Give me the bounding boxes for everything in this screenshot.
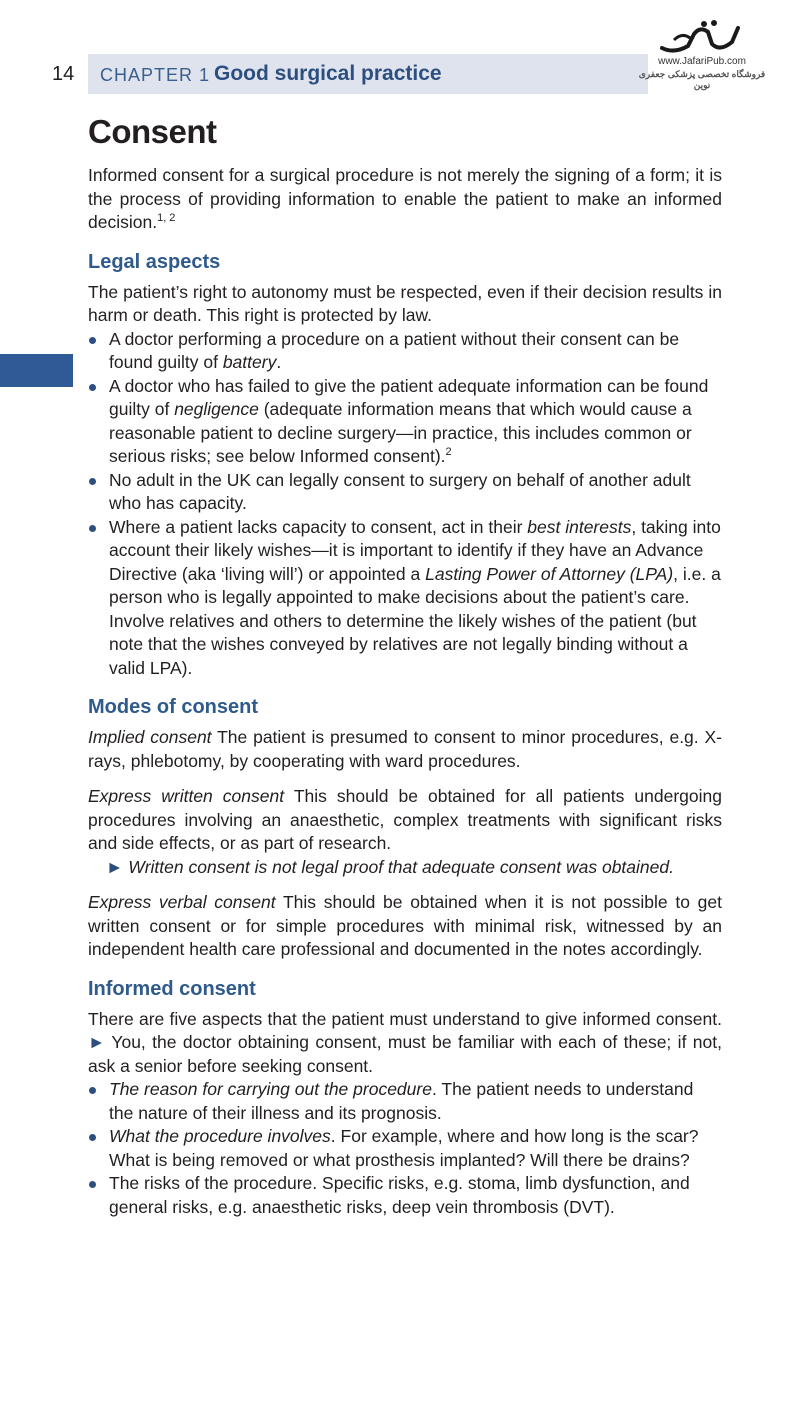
list-item-emphasis: battery: [222, 352, 277, 372]
pointer-arrow-icon: ►: [106, 856, 124, 877]
intro-paragraph: [88, 164, 722, 235]
modes-of-consent-heading: Modes of consent: [88, 696, 259, 718]
written-consent-paragraph: [88, 785, 722, 856]
list-item: [88, 1078, 722, 1125]
pointer-arrow-icon: ►: [88, 1032, 106, 1052]
legal-aspects-heading: Legal aspects: [88, 250, 221, 273]
intro-reference: 1, 2: [157, 212, 176, 225]
list-item-text: , i.e. a person who is legally appointed to make decisions about the patient’s care. Involve relatives and others to determine the likely wishes of the patient (but note that the wishes conveyed by relatives are not legally binding without a valid LPA).: [109, 563, 721, 678]
informed-consent-text-start: There are five aspects that the patient must understand to give informed consent.: [88, 1008, 722, 1029]
list-item: [88, 1125, 722, 1172]
informed-consent-text: [88, 1008, 722, 1079]
written-consent-note: [88, 856, 722, 880]
list-item-text: Where a patient lacks capacity to consent, act in their: [109, 516, 528, 537]
logo-tagline: فروشگاه تخصصی پزشکی جعفری نوین: [638, 69, 766, 90]
list-item-text: . For example, where and how long is the scar? What is being removed or what prosthesis implanted? Will there be drains?: [109, 1126, 699, 1170]
page-content: [88, 112, 722, 1219]
verbal-consent-term: Express verbal consent: [88, 892, 276, 912]
informed-consent-text-end: You, the doctor obtaining consent, must be familiar with each of these; if not, ask a senior before seeking consent.: [88, 1032, 722, 1076]
chapter-side-tab: [0, 354, 73, 387]
informed-consent-heading: Informed consent: [88, 977, 256, 1000]
legal-aspects-list: [88, 328, 722, 681]
implied-consent-term: Implied consent: [88, 727, 212, 747]
legal-aspects-text: The patient’s right to autonomy must be respected, even if their decision results in harm or death. This right is protected by law.: [88, 281, 722, 325]
list-item-emphasis: What the procedure involves: [109, 1126, 331, 1146]
list-item: [88, 328, 722, 375]
implied-consent-paragraph: [88, 726, 722, 773]
list-item: [88, 516, 722, 681]
list-item-emphasis: best interests: [527, 516, 632, 537]
list-item-text: A doctor who has failed to give the patient adequate information can be found guilty of: [109, 375, 709, 419]
verbal-consent-paragraph: [88, 891, 722, 962]
publisher-logo: [636, 18, 768, 98]
list-item-emphasis: The reason for carrying out the procedure: [109, 1079, 432, 1099]
written-consent-text: This should be obtained for all patients undergoing procedures involving an anaesthetic, complex treatments with significant risks and side effects, or as part of research.: [88, 786, 723, 853]
reference-number: 2: [445, 446, 452, 459]
list-item-text: A doctor performing a procedure on a patient without their consent can be found guilty of: [109, 328, 680, 372]
chapter-label: CHAPTER 1: [100, 65, 211, 85]
page-title: Consent: [88, 113, 217, 150]
implied-consent-text: The patient is presumed to consent to minor procedures, e.g. X-rays, phlebotomy, by cooperating with ward procedures.: [88, 727, 722, 771]
chapter-header: [88, 54, 648, 94]
verbal-consent-text: This should be obtained when it is not possible to get written consent or for simple procedures with minimal risk, witnessed by an independent health care professional and documented in the notes accordingly.: [88, 892, 722, 959]
informed-consent-list: [88, 1078, 722, 1219]
list-item: [88, 375, 722, 469]
list-item-text: , taking into account their likely wishes—it is important to identify if they have an Advance Directive (aka ‘living will’) or appointed a: [109, 516, 721, 584]
list-item-text: (adequate information means that which would cause a reasonable patient to decline surgery—in practice, this includes common or serious risks; see below Informed consent).: [109, 399, 692, 466]
list-item: The risks of the procedure. Specific risks, e.g. stoma, limb dysfunction, and general risks, e.g. anaesthetic risks, deep vein thrombosis (DVT).: [88, 1172, 722, 1219]
logo-url: www.JafariPub.com: [658, 56, 746, 67]
list-item-emphasis: Lasting Power of Attorney (LPA): [425, 563, 674, 584]
page-number: 14: [52, 63, 75, 85]
list-item-emphasis: negligence: [174, 399, 259, 419]
list-item-text: . The patient needs to understand the nature of their illness and its prognosis.: [109, 1079, 694, 1123]
jafari-logo-icon: [654, 18, 750, 58]
written-consent-term: Express written consent: [88, 786, 285, 806]
intro-text: Informed consent for a surgical procedure is not merely the signing of a form; it is the process of providing information to enable the patient to make an informed decision.: [88, 165, 722, 232]
list-item-text: .: [276, 352, 282, 372]
written-consent-note-text: Written consent is not legal proof that adequate consent was obtained.: [128, 856, 674, 877]
list-item: No adult in the UK can legally consent to surgery on behalf of another adult who has capacity.: [88, 469, 722, 516]
chapter-title: Good surgical practice: [214, 62, 442, 85]
